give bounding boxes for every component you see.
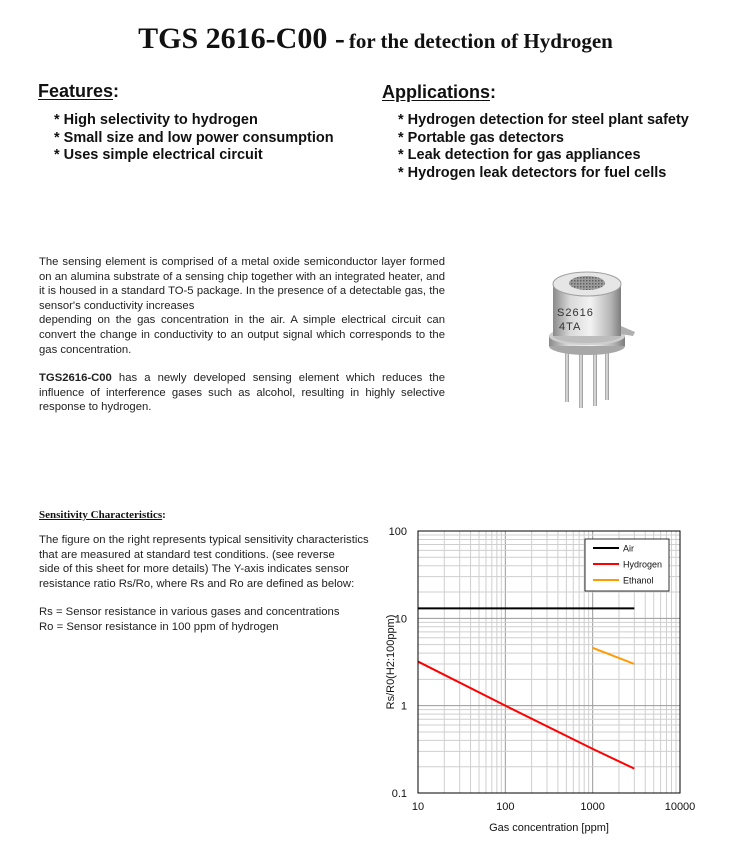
features-item: * High selectivity to hydrogen: [54, 112, 258, 128]
sensitivity-chart: [370, 515, 730, 840]
sensor-image: [535, 262, 645, 412]
applications-item: * Hydrogen leak detectors for fuel cells: [398, 164, 667, 181]
description-line: the gas concentration.: [39, 328, 445, 356]
features-item: * Small size and low power consumption: [54, 129, 334, 146]
title-main: TGS 2616-C00 -: [138, 22, 345, 55]
sensitivity-text: [39, 533, 369, 635]
definition-rs: Rs = Sensor resistance in various gases and concentrations: [39, 606, 340, 619]
legend-label: Air: [623, 543, 634, 554]
applications-item: * Leak detection for gas appliances: [398, 147, 641, 163]
y-tick-label: 100: [388, 526, 407, 538]
description-line: and it is housed in a standard TO-5 package. In the presence of a detectable: [39, 270, 446, 298]
applications-heading-colon: :: [490, 82, 497, 102]
features-item: * Uses simple electrical circuit: [54, 147, 263, 163]
y-tick-label: 0.1: [391, 788, 407, 800]
description-line: The sensing element is comprised of a metal oxide semiconductor layer formed: [39, 256, 445, 268]
chart-legend: [585, 539, 669, 591]
sensitivity-heading-colon: :: [162, 509, 166, 521]
applications-heading-label: Applications: [382, 82, 491, 102]
y-tick-label: 1: [400, 700, 407, 713]
legend-label: Ethanol: [623, 575, 654, 586]
y-tick-label: 10: [394, 613, 407, 626]
features-list: [54, 112, 334, 165]
applications-list: [398, 112, 689, 182]
series-line-ethanol: [593, 648, 635, 664]
sensitivity-line: The figure on the right represents typical sensitivity characteristics: [39, 534, 369, 546]
description-line: gas, the sensor's conductivity increases: [39, 285, 446, 312]
sensor-marking-2: 4TA: [559, 321, 582, 333]
description-para2: [39, 371, 445, 415]
chart-series: [418, 608, 634, 768]
x-tick-label: 1000: [580, 801, 605, 813]
title-subtitle: for the detection of Hydrogen: [348, 29, 613, 53]
sensitivity-line: resistance ratio Rs/Ro, where Rs and Ro are defined as below:: [39, 577, 355, 590]
sensitivity-heading: [39, 509, 166, 521]
series-line-hydrogen: [418, 662, 634, 769]
description: [39, 255, 445, 415]
sensitivity-line: that are measured at standard test conditions. (see reverse: [39, 548, 335, 561]
description-para2-text: has a newly developed sensing element which reduces the influence of interference gases such as alcohol, resulting in highly selective response to hydrogen.: [39, 372, 445, 414]
applications-heading: [382, 82, 496, 103]
applications-item: * Hydrogen detection for steel plant safety: [398, 112, 689, 128]
description-line: on an alumina substrate of a sensing chip together with an integrated heater,: [39, 270, 423, 283]
applications-item: * Portable gas detectors: [398, 129, 564, 146]
sensor-marking-1: S2616: [557, 307, 594, 319]
features-heading-label: Features: [38, 81, 114, 101]
sensitivity-para: [39, 533, 369, 591]
x-tick-label: 10: [411, 801, 425, 813]
description-line: convert the change in conductivity to an output signal which corresponds to: [39, 328, 426, 341]
x-axis-label: Gas concentration [ppm]: [489, 822, 609, 834]
sensitivity-heading-label: Sensitivity Characteristics: [39, 509, 163, 521]
legend-label: Hydrogen: [623, 559, 663, 570]
sensitivity-line: side of this sheet for more details) The Y-axis indicates sensor: [39, 563, 349, 576]
features-heading: [38, 81, 119, 102]
model-name: TGS2616-C00: [39, 372, 112, 385]
description-para1: [39, 255, 445, 357]
x-tick-label: 10000: [664, 801, 696, 813]
x-tick-label: 100: [496, 801, 515, 813]
y-axis-label: Rs/R0(H2:100ppm): [385, 614, 397, 710]
page-title: [0, 22, 751, 56]
definition-ro: Ro = Sensor resistance in 100 ppm of hydrogen: [39, 620, 279, 633]
features-heading-colon: :: [113, 81, 120, 101]
description-line: depending on the gas concentration in the air. A simple electrical circuit can: [39, 314, 445, 327]
